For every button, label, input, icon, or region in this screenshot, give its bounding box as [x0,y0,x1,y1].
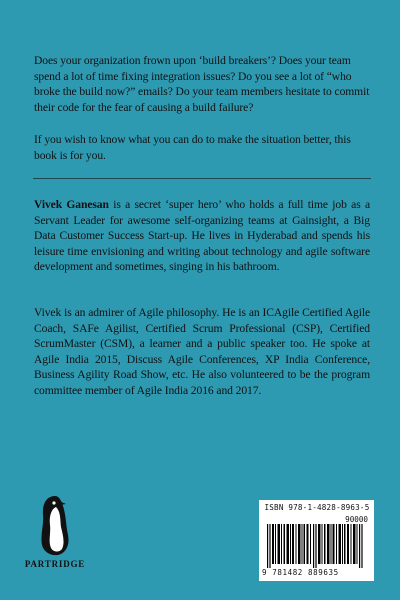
barcode-bars-icon [267,524,367,568]
penguin-logo-icon [36,493,74,557]
intro-paragraph: Does your organization frown upon ‘build breakers’? Does your team spend a lot of time fixing integration issues? Do you see a lot of “who broke the build now?” emails? Do your team members hesitate to commit their code for the fear of causing a build failure? [34,54,370,114]
isbn-text: ISBN 978-1-4828-8963-5 [264,503,370,512]
price-code: 90000 [345,515,368,524]
barcode [259,500,374,581]
author-credentials-paragraph: Vivek is an admirer of Agile philosophy. He is an ICAgile Certified Agile Coach, SAFe Agilist, Certified Scrum Professional (CSP), Certified ScrumMaster (CSM), a learner and a public speaker too. He spoke at Agile India 2015, Discuss Agile Conferences, XP India Conference, Business Agility Road Show, etc. He also volunteered to be the program committee member of Agile India 2016 and 2017. [34,306,370,397]
divider [33,178,371,179]
barcode-number: 9 781482 889635 [262,568,339,577]
call-to-action-paragraph: If you wish to know what you can do to make the situation better, this book is for you. [34,133,351,162]
publisher-name: PARTRIDGE [24,559,86,569]
author-bio-paragraph [34,197,370,275]
author-bio-text: is a secret ‘super hero’ who holds a full time job as a Servant Leader for awesome self-organizing teams at Gainsight, a Big Data Customer Success Start-up. He lives in Hyderabad and spends his leisure time envisioning and writing about technology and agile software development and sometimes, singing in his bathroom. [34,198,370,273]
author-name: Vivek Ganesan [34,198,109,211]
publisher-logo [22,493,122,573]
